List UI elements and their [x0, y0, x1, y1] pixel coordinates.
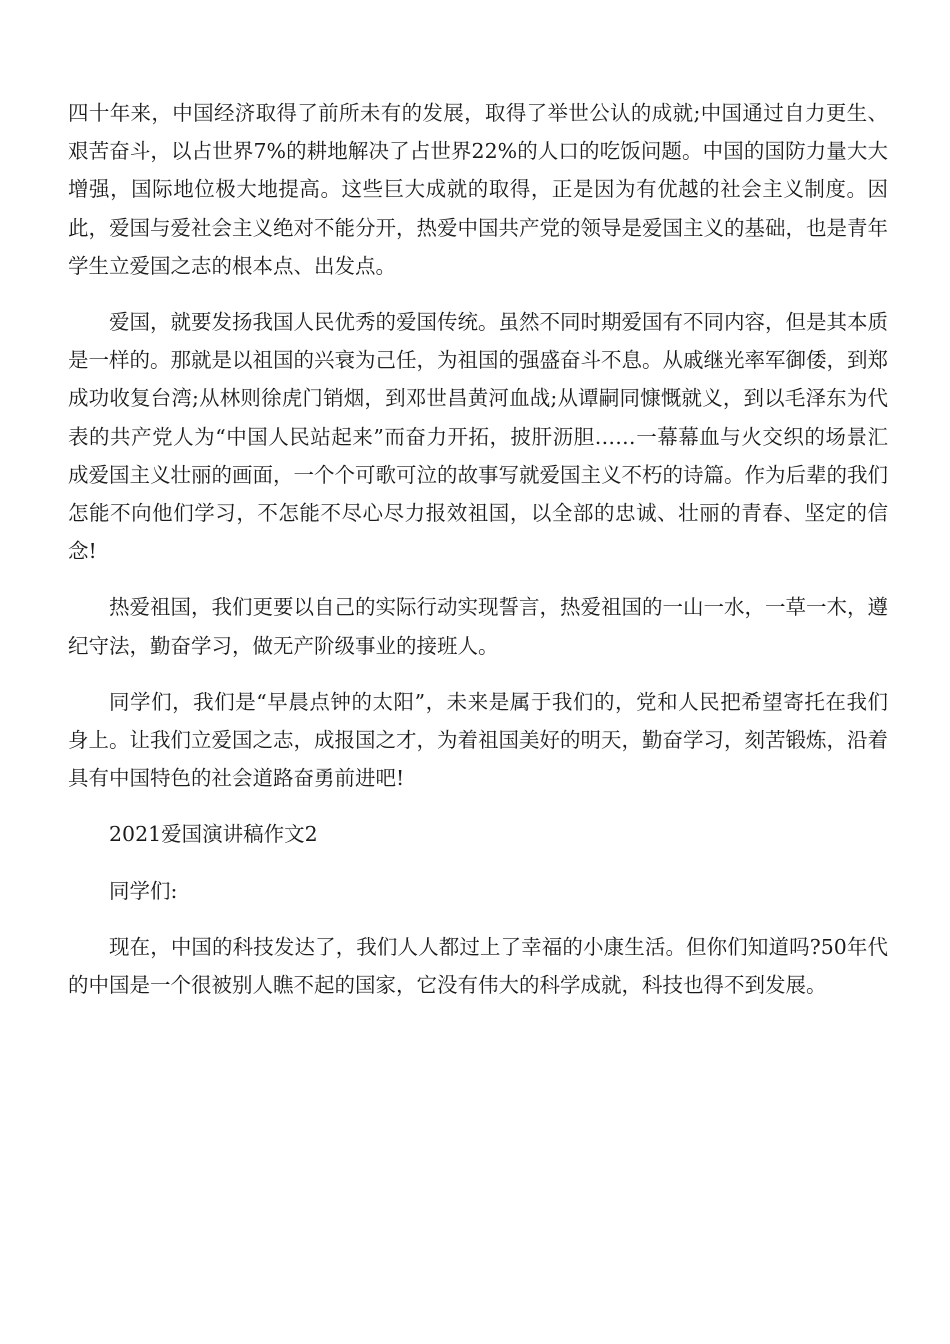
- paragraph-morning-sun: 同学们，我们是“早晨点钟的太阳”，未来是属于我们的，党和人民把希望寄托在我们身上。让我们立爱国之志，成报国之才，为着祖国美好的明天，勤奋学习，刻苦锻炼，沿着具有中国特色的社会道路奋勇前进吧!: [68, 689, 888, 791]
- paragraph-technology: 现在，中国的科技发达了，我们人人都过上了幸福的小康生活。但你们知道吗?50年代的中国是一个很被别人瞧不起的国家，它没有伟大的科学成就，科技也得不到发展。: [68, 934, 888, 998]
- paragraph-patriotic-tradition: 爱国，就要发扬我国人民优秀的爱国传统。虽然不同时期爱国有不同内容，但是其本质是一样的。那就是以祖国的兴衰为己任，为祖国的强盛奋斗不息。从戚继光率军御倭，到郑成功收复台湾;从林则徐虎门销烟，到邓世昌黄河血战;从谭嗣同慷慨就义，到以毛泽东为代表的共产党人为“中国人民站起来”而奋力开拓，披肝沥胆……一幕幕血与火交织的场景汇成爱国主义壮丽的画面，一个个可歌可泣的故事写就爱国主义不朽的诗篇。作为后辈的我们怎能不向他们学习，不怎能不尽心尽力报效祖国，以全部的忠诚、壮丽的青春、坚定的信念!: [68, 310, 888, 564]
- document-body: [68, 94, 888, 1022]
- salutation: 同学们:: [109, 878, 178, 903]
- paragraph-love-motherland: 热爱祖国，我们更要以自己的实际行动实现誓言，热爱祖国的一山一水，一草一木，遵纪守法，勤奋学习，做无产阶级事业的接班人。: [68, 595, 888, 658]
- paragraph-achievements: 四十年来，中国经济取得了前所未有的发展，取得了举世公认的成就;中国通过自力更生、艰苦奋斗，以占世界7%的耕地解决了占世界22%的人口的吃饭问题。中国的国防力量大大增强，国际地位极大地提高。这些巨大成就的取得，正是因为有优越的社会主义制度。因此，爱国与爱社会主义绝对不能分开，热爱中国共产党的领导是爱国主义的基础，也是青年学生立爱国之志的根本点、出发点。: [68, 101, 888, 278]
- section-heading: 2021爱国演讲稿作文2: [109, 822, 318, 847]
